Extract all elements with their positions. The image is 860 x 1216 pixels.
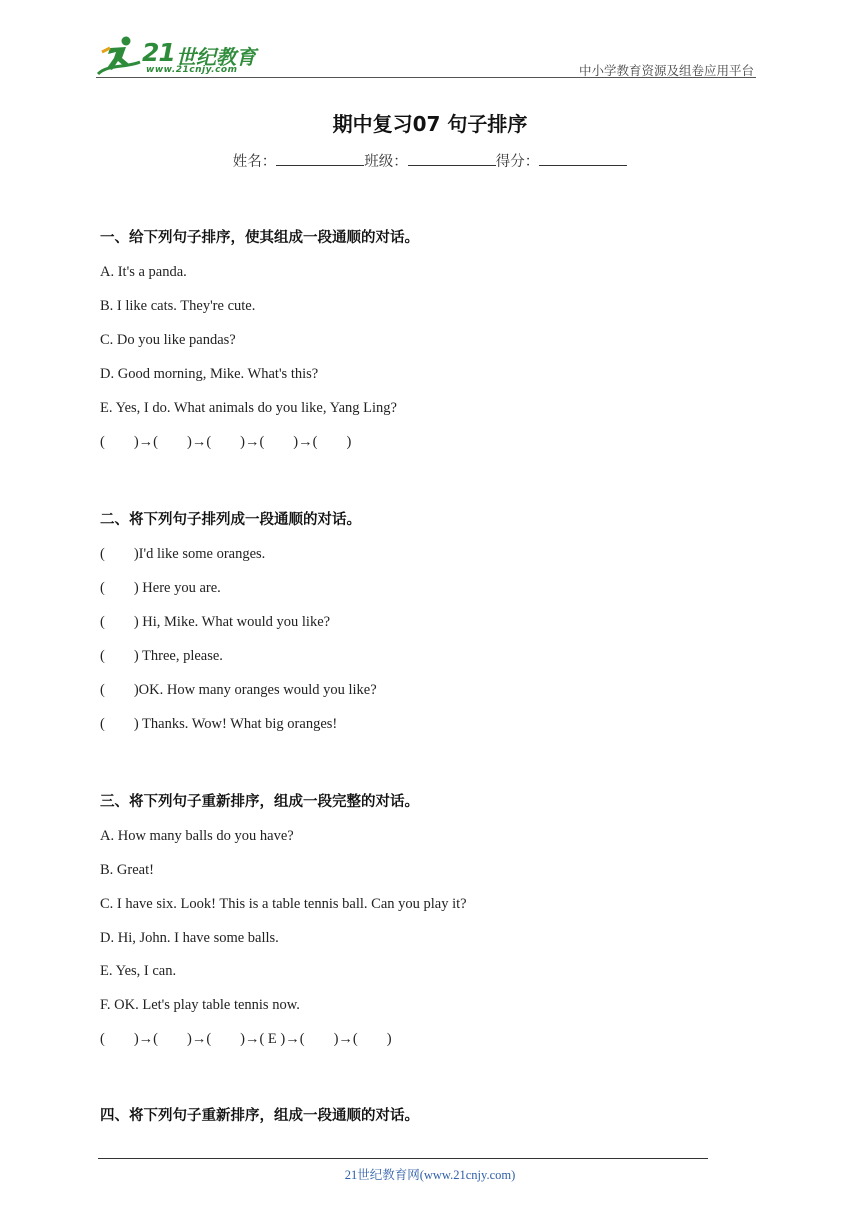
section-3-line: B. Great! xyxy=(100,862,154,878)
section-2-line[interactable]: ( )I'd like some oranges. xyxy=(100,546,266,562)
score-label: 得分： xyxy=(495,154,540,170)
footer-divider xyxy=(98,1158,708,1159)
name-blank[interactable] xyxy=(276,151,364,166)
logo-text: 世纪教育 xyxy=(176,45,256,69)
section-1-line: C. Do you like pandas? xyxy=(100,332,236,348)
section-2-heading: 二、将下列句子排列成一段通顺的对话。 xyxy=(100,512,361,528)
section-2-line[interactable]: ( ) Hi, Mike. What would you like? xyxy=(100,614,331,630)
section-3-heading: 三、将下列句子重新排序，组成一段完整的对话。 xyxy=(100,794,419,810)
footer-text[interactable]: 21世纪教育网(www.21cnjy.com) xyxy=(344,1168,516,1182)
name-label: 姓名： xyxy=(232,154,277,170)
section-2-line[interactable]: ( ) Here you are. xyxy=(100,580,221,596)
section-1-line: E. Yes, I do. What animals do you like, Yang Ling? xyxy=(100,400,397,416)
section-1-line: A. It's a panda. xyxy=(100,264,187,280)
section-2-line[interactable]: ( ) Thanks. Wow! What big oranges! xyxy=(100,716,338,732)
page-title: 期中复习07 句子排序 xyxy=(332,112,528,136)
class-blank[interactable] xyxy=(408,151,496,166)
section-1-line: B. I like cats. They're cute. xyxy=(100,298,256,314)
section-3-line: A. How many balls do you have? xyxy=(100,828,294,844)
class-label: 班级： xyxy=(364,154,408,170)
section-2-line[interactable]: ( )OK. How many oranges would you like? xyxy=(100,682,377,698)
runner-logo-icon xyxy=(96,34,142,78)
section-3-line: D. Hi, John. I have some balls. xyxy=(100,930,279,946)
page-header xyxy=(96,34,756,78)
brand-logo xyxy=(96,34,266,78)
platform-label: 中小学教育资源及组卷应用平台 xyxy=(578,64,754,78)
section-3-line: C. I have six. Look! This is a table tennis ball. Can you play it? xyxy=(100,896,467,912)
header-divider xyxy=(96,77,756,78)
logo-url: www.21cnjy.com xyxy=(146,65,238,75)
section-1-answer-sequence[interactable]: ( )→( )→( )→( )→( ) xyxy=(100,434,352,450)
section-3-line: F. OK. Let's play table tennis now. xyxy=(100,997,300,1013)
section-4-heading: 四、将下列句子重新排序，组成一段通顺的对话。 xyxy=(100,1108,419,1124)
section-2-line[interactable]: ( ) Three, please. xyxy=(100,648,223,664)
section-1-line: D. Good morning, Mike. What's this? xyxy=(100,366,319,382)
section-1-heading: 一、给下列句子排序，使其组成一段通顺的对话。 xyxy=(100,230,419,246)
section-3-answer-sequence[interactable]: ( )→( )→( )→( E )→( )→( ) xyxy=(100,1031,392,1047)
logo-number: 21 xyxy=(142,38,175,67)
score-blank[interactable] xyxy=(539,151,627,166)
student-info xyxy=(0,150,860,171)
section-3-line: E. Yes, I can. xyxy=(100,963,177,979)
